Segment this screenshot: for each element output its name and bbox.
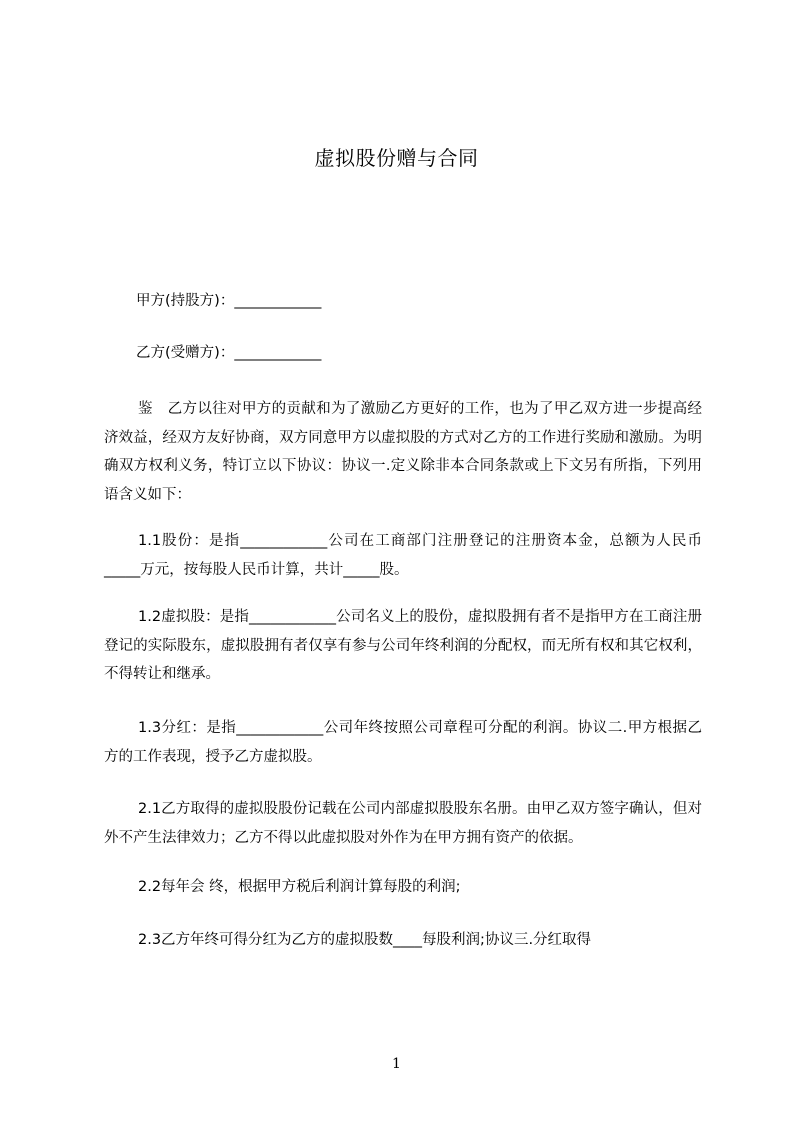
clause-1-2: 1.2虚拟股：是指____________公司名义上的股份，虚拟股拥有者不是指甲方在工商注册登记的实际股东，虚拟股拥有者仅享有参与公司年终利润的分配权，而无所有权和其它权利，不得转让和继承。 bbox=[104, 609, 702, 682]
clause-2-1: 2.1乙方取得的虚拟股股份记载在公司内部虚拟股股东名册。由甲乙双方签字确认，但对外不产生法律效力；乙方不得以此虚拟股对外作为在甲方拥有资产的依据。 bbox=[104, 801, 702, 846]
clause-2-3: 2.3乙方年终可得分红为乙方的虚拟股数____每股利润;协议三.分红取得 bbox=[138, 932, 592, 948]
document-title: 虚拟股份赠与合同 bbox=[314, 146, 479, 170]
clause-2-2: 2.2每年会 终，根据甲方税后利润计算每股的利润; bbox=[138, 879, 461, 895]
party-a-line: 甲方(持股方)：____________ bbox=[136, 293, 322, 309]
page-number: 1 bbox=[392, 1056, 401, 1072]
clause-1-3: 1.3分红：是指____________公司年终按照公司章程可分配的利润。协议二.甲方根据乙方的工作表现，授予乙方虚拟股。 bbox=[104, 720, 702, 765]
clause-1-1: 1.1股份：是指____________公司在工商部门注册登记的注册资本金，总额为人民币_____万元，按每股人民币计算，共计_____股。 bbox=[104, 533, 702, 578]
preamble-paragraph: 鉴 乙方以往对甲方的贡献和为了激励乙方更好的工作，也为了甲乙双方进一步提高经济效益，经双方友好协商，双方同意甲方以虚拟股的方式对乙方的工作进行奖励和激励。为明确双方权利义务，特订立以下协议：协议一.定义除非本合同条款或上下文另有所指，下列用语含义如下： bbox=[104, 401, 702, 503]
party-b-line: 乙方(受赠方)：____________ bbox=[136, 345, 322, 361]
